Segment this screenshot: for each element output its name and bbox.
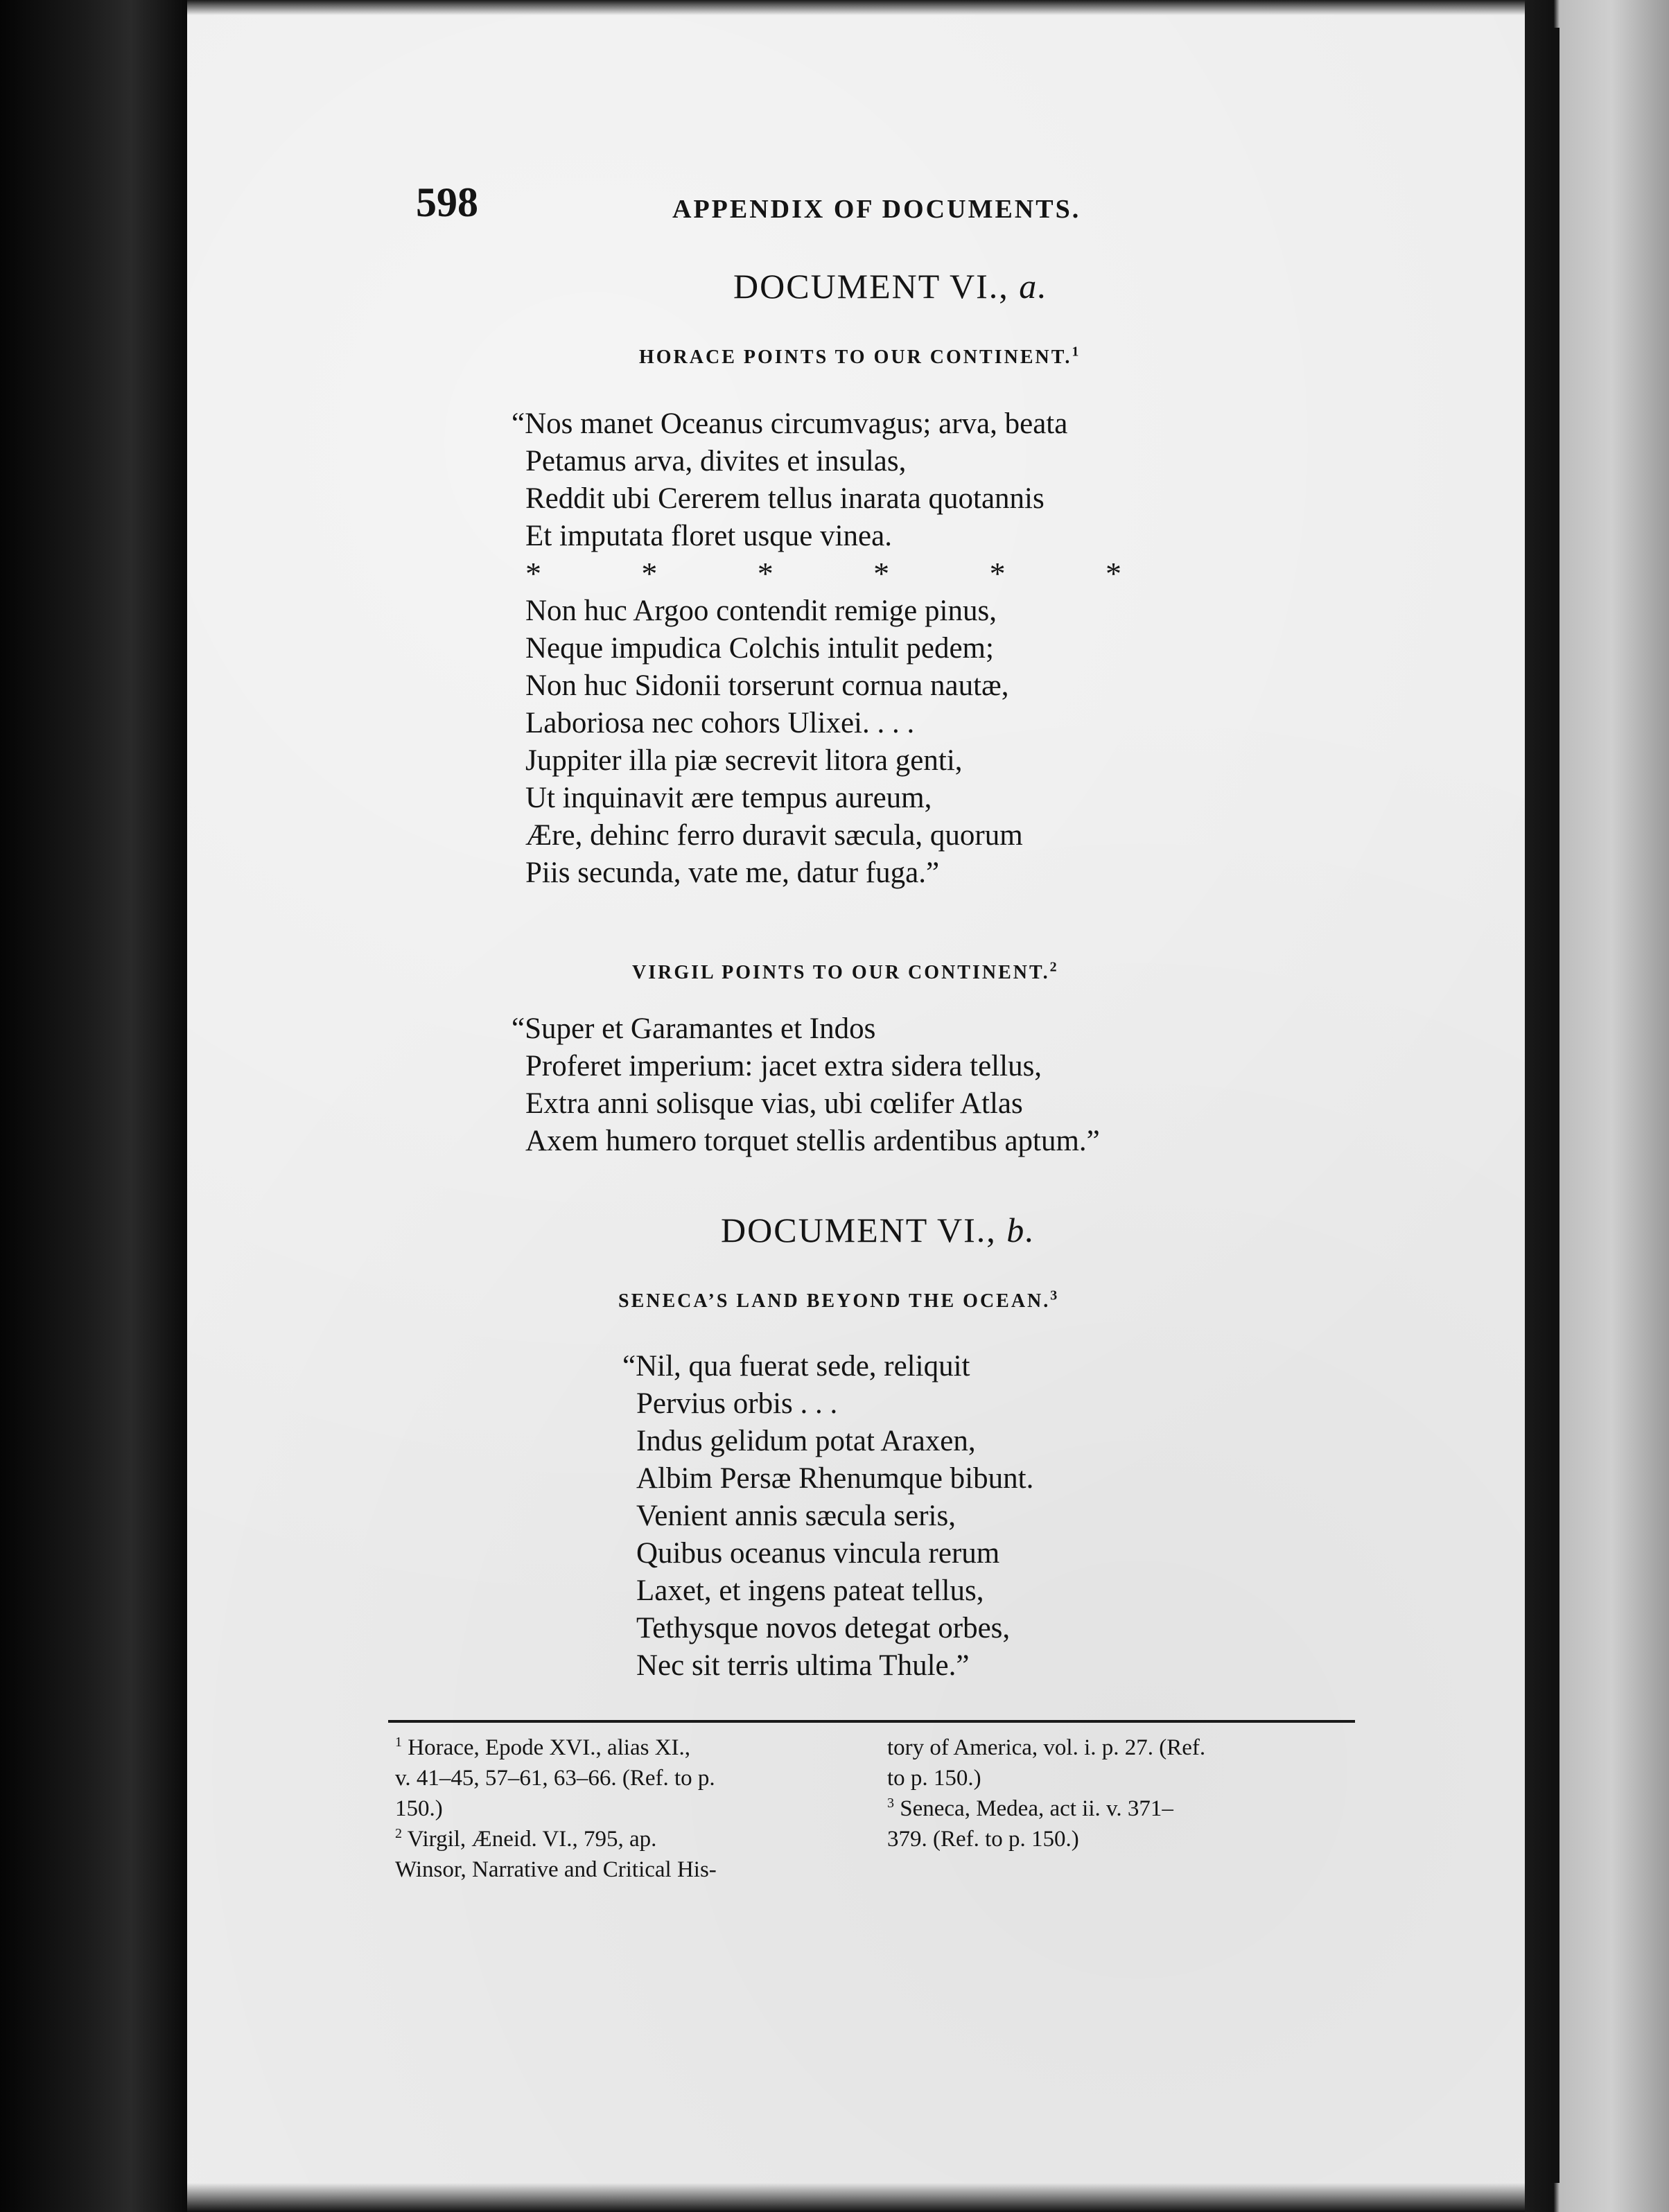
footnote-line [395,1793,859,1824]
poem-line: Laxet, et ingens pateat tellus, [636,1574,984,1607]
running-head [416,179,1248,234]
poem-line: Piis secunda, vate me, datur fuga.” [525,857,940,889]
page-shadow-top [187,0,1546,15]
poem-line: Ut inquinavit ære tempus aureum, [525,782,932,814]
poem-line: Nec sit terris ultima Thule.” [636,1649,970,1682]
section-heading-text: VIRGIL POINTS TO OUR CONTINENT. [632,962,1050,983]
poem-line: “Nil, qua fuerat sede, reliquit [622,1350,970,1382]
document-heading-suffix: b. [1006,1211,1036,1249]
footnote-mark: 1 [395,1735,402,1750]
poem-line: Venient annis sæcula seris, [636,1500,956,1532]
poem-line: Et imputata floret usque vinea. [525,520,892,552]
poem-line: Non huc Sidonii torserunt cornua nautæ, [525,669,1009,702]
star-mark: * [1105,556,1121,591]
star-mark: * [757,556,774,591]
poem-line: Juppiter illa piæ secrevit litora genti, [525,744,963,777]
poem-line: Indus gelidum potat Araxen, [636,1425,976,1457]
footnotes-right-column [887,1732,1352,1854]
footnotes-left-column [395,1732,859,1885]
footnote-line [887,1763,1352,1793]
page-number: 598 [416,179,478,225]
footnote-line [887,1732,1352,1763]
footnote-mark: 3 [887,1796,894,1811]
poem-line: Extra anni solisque vias, ubi cœlifer Atlas [525,1087,1023,1120]
poem-virgil [512,1010,1100,1160]
footnote-ref: 3 [1050,1288,1060,1304]
section-heading-virgil [632,959,1059,984]
section-heading-seneca [618,1290,1059,1313]
poem-line: Albim Persæ Rhenumque bibunt. [636,1462,1034,1495]
footnote-text: Seneca, Medea, act ii. v. 371– [900,1796,1173,1821]
section-heading-text: HORACE POINTS TO OUR CONTINENT. [639,346,1072,368]
footnote-mark: 2 [395,1826,402,1841]
star-mark: * [989,556,1006,591]
footnote-text: to p. 150.) [887,1766,981,1791]
star-mark: * [525,556,541,591]
footnote-line [395,1854,859,1885]
footnote-rule [388,1720,1355,1723]
poem-line: Axem humero torquet stellis ardentibus aptum.” [525,1125,1100,1157]
poem-line: Proferet imperium: jacet extra sidera tellus, [525,1050,1042,1082]
gutter-line [1551,28,1559,2183]
poem-line: Neque impudica Colchis intulit pedem; [525,632,994,665]
section-heading-horace [639,346,1081,369]
footnote-line [395,1763,859,1793]
footnote-text: tory of America, vol. i. p. 27. (Ref. [887,1735,1206,1760]
facing-page-edge [1525,0,1669,2212]
poem-line: Tethysque novos detegat orbes, [636,1612,1011,1644]
footnote-line [395,1732,859,1763]
section-heading-text: SENECA’S LAND BEYOND THE OCEAN. [618,1290,1051,1312]
document-heading-text: DOCUMENT VI., [721,1211,997,1249]
poem-line: “Super et Garamantes et Indos [512,1012,876,1045]
footnote-line [887,1793,1352,1824]
document-heading-text: DOCUMENT VI., [733,267,1009,306]
footnote-text: Horace, Epode XVI., alias XI., [408,1735,691,1760]
footnote-text: 379. (Ref. to p. 150.) [887,1827,1079,1852]
footnote-ref: 1 [1072,344,1081,360]
poem-line: Reddit ubi Cererem tellus inarata quotannis [525,482,1045,515]
ellipsis-stars [525,555,1121,592]
running-title: APPENDIX OF DOCUMENTS. [672,195,1081,224]
book-binding-left [0,0,187,2212]
footnote-text: Winsor, Narrative and Critical His- [395,1857,717,1882]
document-heading-suffix: a. [1019,267,1048,306]
footnote-line [395,1824,859,1854]
star-mark: * [641,556,658,591]
page-shadow-bottom [187,2183,1546,2212]
poem-line: Laboriosa nec cohors Ulixei. . . . [525,707,915,739]
poem-seneca [622,1348,1034,1685]
poem-line: “Nos manet Oceanus circumvagus; arva, beata [512,407,1068,440]
poem-line: Non huc Argoo contendit remige pinus, [525,595,997,627]
footnote-text: 150.) [395,1796,443,1821]
document-heading-a [733,266,1048,306]
footnote-ref: 2 [1049,959,1059,975]
poem-line: Ære, dehinc ferro duravit sæcula, quorum [525,819,1023,852]
poem-line: Petamus arva, divites et insulas, [525,445,907,477]
footnote-text: Virgil, Æneid. VI., 795, ap. [407,1827,657,1852]
poem-line: Pervius orbis . . . [636,1387,838,1420]
star-mark: * [873,556,890,591]
footnote-text: v. 41–45, 57–61, 63–66. (Ref. to p. [395,1766,715,1791]
footnote-line [887,1824,1352,1854]
poem-line: Quibus oceanus vincula rerum [636,1537,1000,1570]
poem-horace [512,405,1121,892]
document-heading-b [721,1210,1036,1250]
